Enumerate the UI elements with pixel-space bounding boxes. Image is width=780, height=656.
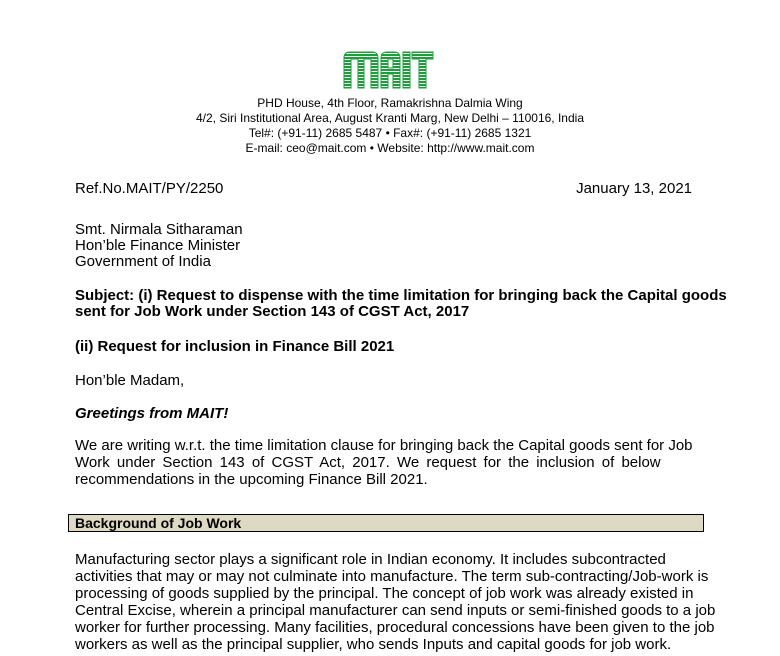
para2-line-6: workers as well as the principal supplier, who sends Inputs and capital goods for job work. — [75, 636, 672, 653]
para2-line-3: processing of goods supplied by the principal. The concept of job work was already existed in — [75, 585, 694, 602]
reference-number: Ref.No.MAIT/PY/2250 — [75, 180, 224, 197]
address-line-1: PHD House, 4th Floor, Ramakrishna Dalmia Wing — [257, 96, 523, 110]
para2-line-1: Manufacturing sector plays a significant role in Indian economy. It includes subcontracted — [75, 551, 666, 568]
web-line: E-mail: ceo@mait.com • Website: http://www.mait.com — [245, 141, 535, 155]
recipient-org: Government of India — [75, 253, 211, 270]
para1-line-2: Work under Section 143 of CGST Act, 2017. We request for the inclusion of below — [75, 454, 661, 471]
contact-line: Tel#: (+91-11) 2685 5487 • Fax#: (+91-11) 2685 1321 — [248, 126, 532, 140]
section-heading: Background of Job Work — [75, 515, 242, 531]
greeting: Greetings from MAIT! — [75, 405, 229, 422]
para2-line-2: activities that may or may not culminate into manufacture. The term sub-contracting/Job-work is — [75, 568, 709, 585]
recipient-name: Smt. Nirmala Sitharaman — [75, 221, 243, 238]
subject-line-2: sent for Job Work under Section 143 of CGST Act, 2017 — [75, 303, 470, 320]
letter-date: January 13, 2021 — [576, 180, 692, 197]
subject-ii: (ii) Request for inclusion in Finance Bill 2021 — [75, 338, 395, 355]
para1-line-3: recommendations in the upcoming Finance Bill 2021. — [75, 471, 428, 488]
salutation: Hon’ble Madam, — [75, 372, 185, 389]
mait-logo — [342, 48, 434, 90]
para2-line-5: worker for further processing. Many facilities, procedural concessions have been given to the job — [75, 619, 715, 636]
section-heading-bar — [68, 514, 704, 532]
address-line-2: 4/2, Siri Institutional Area, August Kranti Marg, New Delhi – 110016, India — [196, 111, 584, 125]
para2-line-4: Central Excise, wherein a principal manufacturer can send inputs or semi-finished goods to a job — [75, 602, 716, 619]
recipient-title: Hon’ble Finance Minister — [75, 237, 241, 254]
subject-line-1: Subject: (i) Request to dispense with the time limitation for bringing back the Capital goods — [75, 287, 727, 304]
para1-line-1: We are writing w.r.t. the time limitation clause for bringing back the Capital goods sent for Job — [75, 437, 693, 454]
